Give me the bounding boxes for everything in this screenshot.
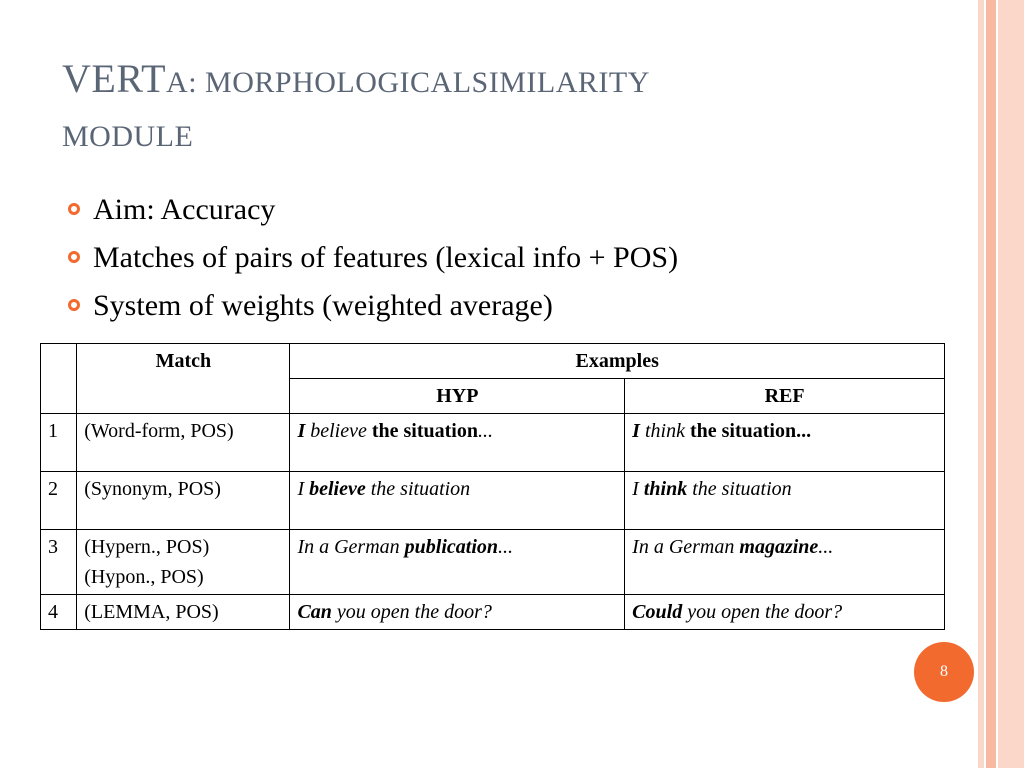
bullet-text: System of weights (weighted average) [93, 289, 553, 322]
page-number: 8 [940, 663, 948, 680]
title-text-line2: MODULE [62, 120, 194, 153]
ref-fragment: think [639, 420, 690, 442]
hyp-fragment: In a German [297, 536, 405, 558]
title-text-main: VERT [62, 56, 167, 101]
table-row [41, 530, 945, 595]
slide-title [62, 54, 962, 162]
header-hyp: HYP [290, 379, 625, 414]
table-row [41, 595, 945, 630]
bullet-circle-icon [68, 251, 80, 263]
page-number-badge [914, 642, 974, 702]
hyp-fragment: believe [309, 478, 366, 500]
hyp-fragment: I [297, 420, 306, 442]
row-number: 2 [41, 472, 77, 530]
table-row [41, 414, 945, 472]
row-ref [625, 530, 945, 595]
row-hyp [290, 595, 625, 630]
hyp-fragment: you open the door? [331, 601, 492, 623]
table-row [41, 472, 945, 530]
bullet-circle-icon [68, 299, 80, 311]
hyp-fragment: ... [498, 536, 514, 558]
bullet-item [68, 234, 678, 282]
hyp-fragment: publication [404, 536, 499, 558]
table-header-row [41, 344, 945, 379]
ref-fragment: the situation [687, 478, 792, 500]
hyp-fragment: I [297, 478, 310, 500]
ref-fragment: ... [818, 536, 834, 558]
ref-fragment: the situation... [689, 420, 812, 442]
decor-stripe [986, 0, 996, 768]
match-line: (Hypon., POS) [84, 566, 204, 588]
ref-fragment: In a German [632, 536, 740, 558]
bullet-circle-icon [68, 203, 80, 215]
row-match [77, 530, 290, 595]
bullet-text: Aim: Accuracy [93, 193, 276, 226]
ref-fragment: you open the door? [682, 601, 843, 623]
row-match: (Word-form, POS) [77, 414, 290, 472]
ref-fragment: magazine [739, 536, 819, 558]
row-match: (Synonym, POS) [77, 472, 290, 530]
row-number: 4 [41, 595, 77, 630]
row-ref [625, 595, 945, 630]
bullet-item [68, 186, 678, 234]
hyp-fragment: the situation [371, 420, 478, 442]
header-empty-cell [41, 344, 77, 414]
match-line: (Hypern., POS) [84, 536, 210, 558]
ref-fragment: think [643, 478, 688, 500]
decor-stripe [998, 0, 1024, 768]
matches-table [40, 343, 945, 630]
row-match: (LEMMA, POS) [77, 595, 290, 630]
row-hyp [290, 472, 625, 530]
hyp-fragment: the situation [365, 478, 471, 500]
ref-fragment: I [632, 478, 644, 500]
header-match: Match [77, 344, 290, 414]
bullet-text: Matches of pairs of features (lexical info + POS) [93, 241, 679, 274]
bullet-list [68, 186, 678, 330]
hyp-fragment: ... [477, 420, 493, 442]
row-ref [625, 414, 945, 472]
header-examples: Examples [290, 344, 945, 379]
hyp-fragment: believe [305, 420, 372, 442]
row-ref [625, 472, 945, 530]
row-number: 3 [41, 530, 77, 595]
row-number: 1 [41, 414, 77, 472]
row-hyp [290, 414, 625, 472]
title-text-smallcaps: A: MORPHOLOGICALSIMILARITY [166, 66, 650, 99]
header-ref: REF [625, 379, 945, 414]
hyp-fragment: Can [297, 601, 332, 623]
bullet-item [68, 282, 678, 330]
ref-fragment: Could [632, 601, 683, 623]
row-hyp [290, 530, 625, 595]
ref-fragment: I [632, 420, 640, 442]
